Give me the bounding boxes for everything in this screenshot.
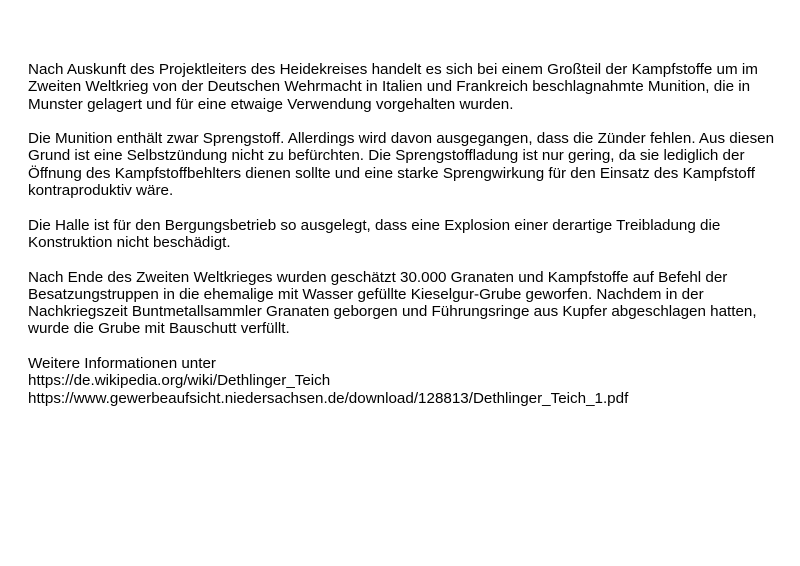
document-body	[28, 61, 780, 407]
paragraph-project-lead-info: Nach Auskunft des Projektleiters des Heidekreises handelt es sich bei einem Großteil der Kampfstoffe um im Zweiten Weltkrieg von der Deutschen Wehrmacht in Italien und Frankreich beschlagnahmte Munition, die in Munster gelagert und für eine etwaige Verwendung vorgehalten wurden.	[28, 61, 758, 113]
paragraph-postwar-history: Nach Ende des Zweiten Weltkrieges wurden geschätzt 30.000 Granaten und Kampfstoffe auf Befehl der Besatzungstruppen in die ehemalige mit Wasser gefüllte Kieselgur-Grube geworfen. Nachdem in der Nachkriegszeit Buntmetallsammler Granaten geborgen und Führungsringe aus Kupfer abgeschlagen hatten, wurde die Grube mit Bauschutt verfüllt.	[28, 268, 757, 338]
link-wikipedia[interactable]: https://de.wikipedia.org/wiki/Dethlinger_Teich	[28, 372, 331, 390]
more-info-label: Weitere Informationen unter	[28, 355, 216, 373]
paragraph-hall-construction: Die Halle ist für den Bergungsbetrieb so ausgelegt, dass eine Explosion einer derartige Treibladung die Konstruktion nicht beschädigt.	[28, 216, 721, 251]
more-info-section	[28, 355, 780, 407]
link-gewerbeaufsicht-pdf[interactable]: https://www.gewerbeaufsicht.niedersachsen.de/download/128813/Dethlinger_Teich_1.pdf	[28, 389, 629, 407]
paragraph-munition-explosives: Die Munition enthält zwar Sprengstoff. Allerdings wird davon ausgegangen, dass die Zünder fehlen. Aus diesen Grund ist eine Selbstzündung nicht zu befürchten. Die Sprengstoffladung ist nur gering, da sie lediglich der Öffnung des Kampfstoffbehlters dienen sollte und eine starke Sprengwirkung für den Einsatz des Kampfstoff kontraproduktiv wäre.	[28, 130, 775, 200]
